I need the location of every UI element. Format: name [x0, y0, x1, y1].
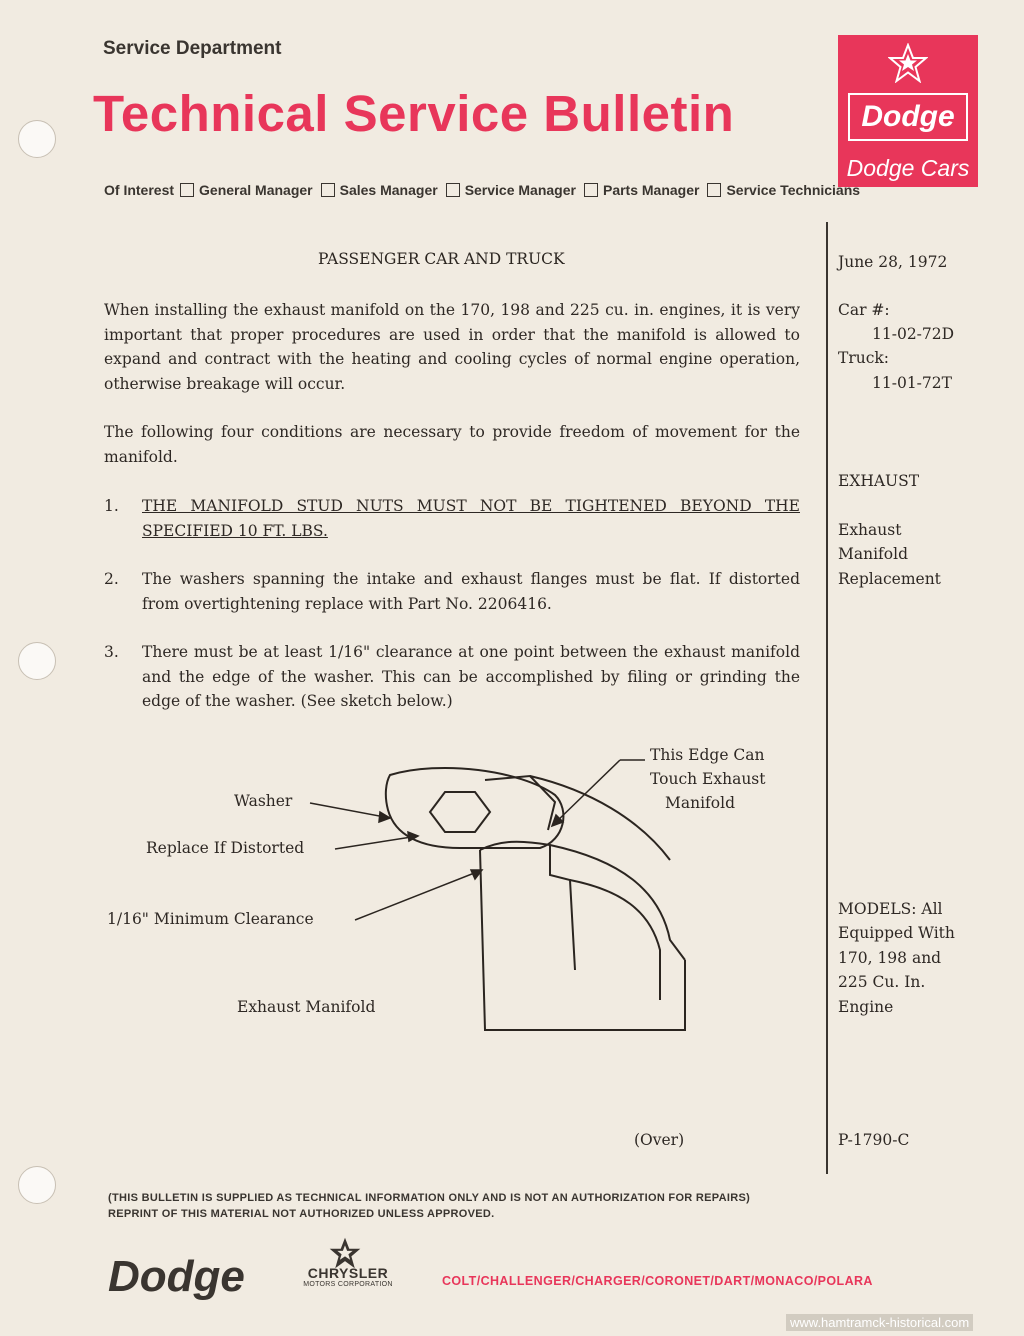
checkbox-label: General Manager — [199, 182, 313, 198]
checkbox-box-icon — [321, 183, 335, 197]
checkbox-service-technicians[interactable] — [707, 182, 860, 198]
condition-2 — [104, 567, 800, 617]
intro-paragraph: When installing the exhaust manifold on the 170, 198 and 225 cu. in. engines, it is very important that proper procedures are used in order that the manifold is allowed to expand and contract with the heating and cooling cycles of normal engine operation, otherwise breakage will occur. — [104, 301, 800, 393]
disclaimer-line: REPRINT OF THIS MATERIAL NOT AUTHORIZED UNLESS APPROVED. — [108, 1208, 495, 1220]
label-clearance: 1/16" Minimum Clearance — [107, 910, 314, 928]
page-title: Technical Service Bulletin — [93, 85, 735, 142]
form-number: P-1790-C — [838, 1131, 910, 1149]
footer-dodge-logo: Dodge — [108, 1252, 245, 1301]
checkbox-box-icon — [584, 183, 598, 197]
condition-number: 1. — [104, 497, 119, 515]
condition-number: 2. — [104, 570, 119, 588]
car-label: Car #: — [838, 301, 890, 319]
chrysler-name: CHRYSLER — [307, 1265, 389, 1281]
manifold-sketch — [100, 740, 820, 1040]
of-interest-label: Of Interest — [104, 182, 175, 198]
checkbox-label: Sales Manager — [339, 182, 438, 198]
logo-division: Dodge Cars — [846, 155, 970, 181]
checkbox-box-icon — [180, 183, 194, 197]
punch-hole-top — [18, 120, 56, 158]
checkbox-box-icon — [707, 183, 721, 197]
condition-number: 3. — [104, 643, 119, 661]
label-edge: Manifold — [665, 794, 735, 812]
pentastar-icon — [888, 43, 928, 83]
chrysler-logo — [298, 1265, 398, 1288]
logo-brand: Dodge — [848, 93, 968, 141]
column-divider — [826, 222, 828, 1174]
footer-models: COLT/CHALLENGER/CHARGER/CORONET/DART/MONACO/POLARA — [442, 1274, 873, 1288]
category: EXHAUST — [838, 472, 920, 490]
checkbox-box-icon — [446, 183, 460, 197]
car-number: 11-02-72D — [872, 325, 955, 343]
label-washer: Washer — [234, 792, 293, 810]
subject: Exhaust — [838, 521, 902, 539]
bulletin-heading: PASSENGER CAR AND TRUCK — [318, 250, 565, 268]
punch-hole-bottom — [18, 1166, 56, 1204]
label-manifold: Exhaust Manifold — [237, 998, 376, 1016]
disclaimer — [108, 1190, 750, 1222]
checkbox-label: Service Technicians — [726, 182, 861, 198]
dodge-logo — [838, 35, 978, 187]
department-label: Service Department — [103, 38, 282, 59]
over-note: (Over) — [634, 1131, 685, 1149]
checkbox-service-manager[interactable] — [446, 182, 576, 198]
condition-text: The washers spanning the intake and exhaust flanges must be flat. If distorted from overtightening replace with Part No. 2206416. — [142, 570, 800, 613]
watermark: www.hamtramck-historical.com — [786, 1314, 973, 1331]
condition-3 — [104, 640, 800, 715]
checkbox-label: Service Manager — [464, 182, 576, 198]
truck-label: Truck: — [838, 349, 890, 367]
label-edge: Touch Exhaust — [650, 770, 766, 788]
label-edge: This Edge Can — [650, 746, 765, 764]
models: 170, 198 and — [838, 949, 942, 967]
conditions-intro: The following four conditions are necessary to provide freedom of movement for the manifold. — [104, 423, 800, 466]
checkbox-sales-manager[interactable] — [321, 182, 438, 198]
disclaimer-line: (THIS BULLETIN IS SUPPLIED AS TECHNICAL INFORMATION ONLY AND IS NOT AN AUTHORIZATION FOR REPAIRS) — [108, 1192, 751, 1204]
checkbox-label: Parts Manager — [602, 182, 700, 198]
bulletin-date: June 28, 1972 — [838, 253, 948, 271]
condition-text: There must be at least 1/16" clearance at one point between the exhaust manifold and the edge of the washer. This can be accomplished by filing or grinding the edge of the washer. (See sketch below.) — [142, 643, 800, 710]
models: Engine — [838, 998, 894, 1016]
truck-number: 11-01-72T — [872, 374, 952, 392]
punch-hole-middle — [18, 642, 56, 680]
models: Equipped With — [838, 924, 955, 942]
label-replace: Replace If Distorted — [146, 839, 305, 857]
models: MODELS: All — [838, 900, 943, 918]
subject: Manifold — [838, 545, 908, 563]
checkbox-parts-manager[interactable] — [584, 182, 699, 198]
models: 225 Cu. In. — [838, 973, 926, 991]
checkbox-general-manager[interactable] — [180, 182, 313, 198]
subject: Replacement — [838, 570, 941, 588]
chrysler-sub: MOTORS CORPORATION — [303, 1281, 393, 1288]
of-interest-row — [104, 182, 868, 198]
condition-text: THE MANIFOLD STUD NUTS MUST NOT BE TIGHTENED BEYOND THE SPECIFIED 10 FT. LBS. — [142, 497, 800, 540]
condition-1 — [104, 494, 800, 544]
